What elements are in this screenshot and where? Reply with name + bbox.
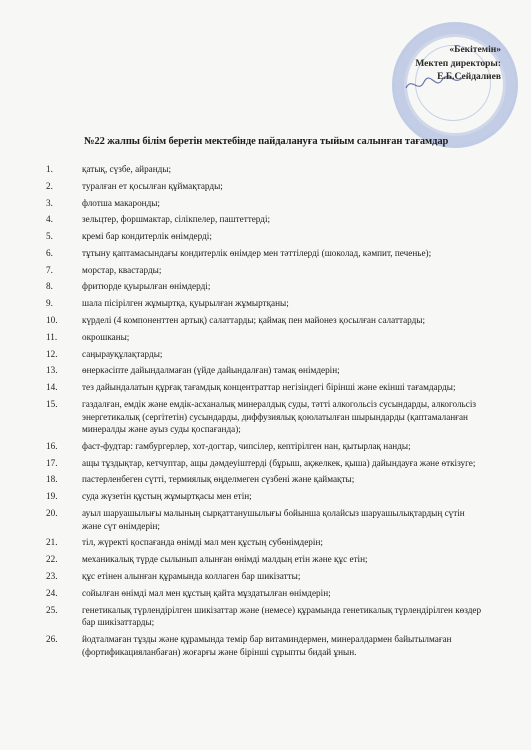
list-item-text: ауыл шаруашылығы малының сырқаттанушылығы бойынша қолайсыз шаруашылықтардың сүтін және сүт өнімдерін;: [82, 508, 465, 531]
list-item-number: 22.: [46, 554, 58, 565]
list-item: [46, 213, 486, 226]
list-item: [46, 264, 486, 277]
list-item: [46, 536, 486, 549]
list-item: [46, 348, 486, 361]
list-item-number: 11.: [46, 331, 58, 342]
list-item-number: 16.: [46, 440, 58, 451]
list-item: [46, 163, 486, 176]
list-item-text: ащы тұздықтар, кетчуптар, ащы дәмдеуіштерді (бұрыш, ақжелкек, қыша) дайындауға және өткізуге;: [82, 457, 476, 468]
list-item-text: кремі бар кондитерлік өнімдерді;: [82, 231, 212, 242]
list-item-number: 3.: [46, 197, 53, 208]
list-item-number: 1.: [46, 164, 53, 174]
list-item: [46, 230, 486, 243]
list-item-text: фаст-фудтар: гамбургерлер, хот-догтар, чипсілер, кептірілген нан, қытырлақ нанды;: [82, 440, 411, 451]
list-item-number: 26.: [46, 633, 58, 644]
list-item-text: тұтыну қаптамасындағы кондитерлік өнімдер мен тәттілерді (шоколад, кәмпит, печенье);: [82, 247, 432, 258]
list-item: [46, 247, 486, 260]
list-item-number: 9.: [46, 298, 53, 309]
approval-heading: «Бекітемін»: [449, 45, 501, 55]
list-item: [46, 297, 486, 310]
list-item-number: 20.: [46, 508, 58, 519]
list-item: [46, 570, 486, 583]
approval-name: Е.Б.Сейдалиев: [437, 72, 501, 82]
list-item: [46, 381, 486, 394]
list-item-number: 7.: [46, 264, 53, 275]
list-item-number: 13.: [46, 365, 58, 376]
list-item: [46, 180, 486, 193]
list-item-number: 25.: [46, 604, 58, 615]
list-item-number: 12.: [46, 348, 58, 359]
list-item: [46, 507, 486, 532]
list-item-number: 10.: [46, 315, 58, 326]
list-item: [46, 398, 486, 436]
approval-block: [371, 44, 501, 85]
list-item-text: пастерленбеген сүтті, термиялық өңделмеген сүзбені және қаймақты;: [82, 474, 355, 485]
list-item-text: сойылған өнімді мал мен құстың қайта мұздатылған өнімдерін;: [82, 587, 331, 598]
list-item-text: флотша макаронды;: [82, 197, 160, 208]
list-item: [46, 553, 486, 566]
list-item-text: зельцтер, форшмактар, сілікпелер, паштеттерді;: [82, 214, 271, 225]
list-item-text: құс етінен алынған құрамында коллаген бар шикізатты;: [82, 570, 301, 581]
list-item-number: 14.: [46, 382, 58, 393]
list-item: [46, 197, 486, 210]
list-item-text: механикалық түрде сылынып алынған өнімді малдың етін және құс етін;: [82, 554, 368, 565]
list-item-text: шала пісірілген жұмыртқа, қуырылған жұмыртқаны;: [82, 298, 289, 309]
list-item-text: фритюрде қуырылған өнімдерді;: [82, 281, 211, 292]
list-item: [46, 587, 486, 600]
list-item: [46, 280, 486, 293]
list-item-text: суда жүзетін құстың жұмыртқасы мен етін;: [82, 491, 252, 502]
list-item-text: күрделі (4 компоненттен артық) салаттарды; қаймақ пен майонез қосылған салаттарды;: [82, 315, 426, 326]
list-item-text: йодталмаған тұзды және құрамында темір бар витаминдермен, минералдармен байытылмаған (фортификацияланбаған) жоғарғы және бірінші сұрыпты бидай ұнын.: [82, 633, 452, 657]
approval-position: Мектеп директоры:: [415, 58, 501, 69]
list-item: [46, 473, 486, 486]
list-item-number: 8.: [46, 281, 53, 292]
list-item-number: 23.: [46, 570, 58, 581]
list-item-number: 24.: [46, 587, 58, 598]
list-item-text: окрошканы;: [82, 331, 130, 342]
list-item: [46, 490, 486, 503]
list-item-number: 5.: [46, 231, 53, 242]
list-item-text: тез дайындалатын құрғақ тағамдық концентраттар негізіндегі бірінші және екінші тағамдарды;: [82, 382, 456, 393]
list-item-text: өнеркәсіпте дайындалмаған (үйде дайындалған) тамақ өнімдерін;: [82, 365, 340, 376]
list-item-number: 17.: [46, 457, 58, 468]
list-item-number: 6.: [46, 247, 53, 258]
list-item-text: саңырауқұлақтарды;: [82, 348, 163, 359]
list-item-number: 4.: [46, 214, 53, 225]
list-item: [46, 633, 486, 658]
list-item: [46, 364, 486, 377]
list-item: [46, 440, 486, 453]
list-item-number: 18.: [46, 474, 58, 485]
list-item: [46, 314, 486, 327]
list-item-number: 15.: [46, 398, 58, 409]
list-item-number: 2.: [46, 180, 53, 191]
list-item: [46, 457, 486, 470]
list-item-text: морстар, квастарды;: [82, 264, 162, 275]
list-item-text: қатық, сүзбе, айранды;: [82, 164, 172, 174]
list-item-number: 21.: [46, 537, 58, 548]
list-item-text: тіл, жүректі қоспағанда өнімді мал мен құстың субөнімдерін;: [82, 537, 323, 548]
document-title: №22 жалпы білім беретін мектебінде пайдалануға тыйым салынған тағамдар: [84, 136, 449, 147]
list-item: [46, 331, 486, 344]
list-item-text: газдалған, емдік және емдік-асханалық минералдық суды, тәтті алкогольсіз сусындарды, алкогольсіз энергетикалық (сергітетін) сусындарды, диффузиялық қоюлатылған шырындарды (қаптамаланған минералды және ауыз суды қоспағанда);: [82, 398, 476, 435]
list-item-text: туралған ет қосылған құймақтарды;: [82, 180, 223, 191]
prohibited-foods-list: [46, 163, 486, 662]
list-item-number: 19.: [46, 491, 58, 502]
list-item-text: генетикалық түрлендірілген шикізаттар және (немесе) құрамында генетикалық түрлендірілген көздер бар шикізаттарды;: [82, 604, 482, 628]
list-item: [46, 604, 486, 629]
